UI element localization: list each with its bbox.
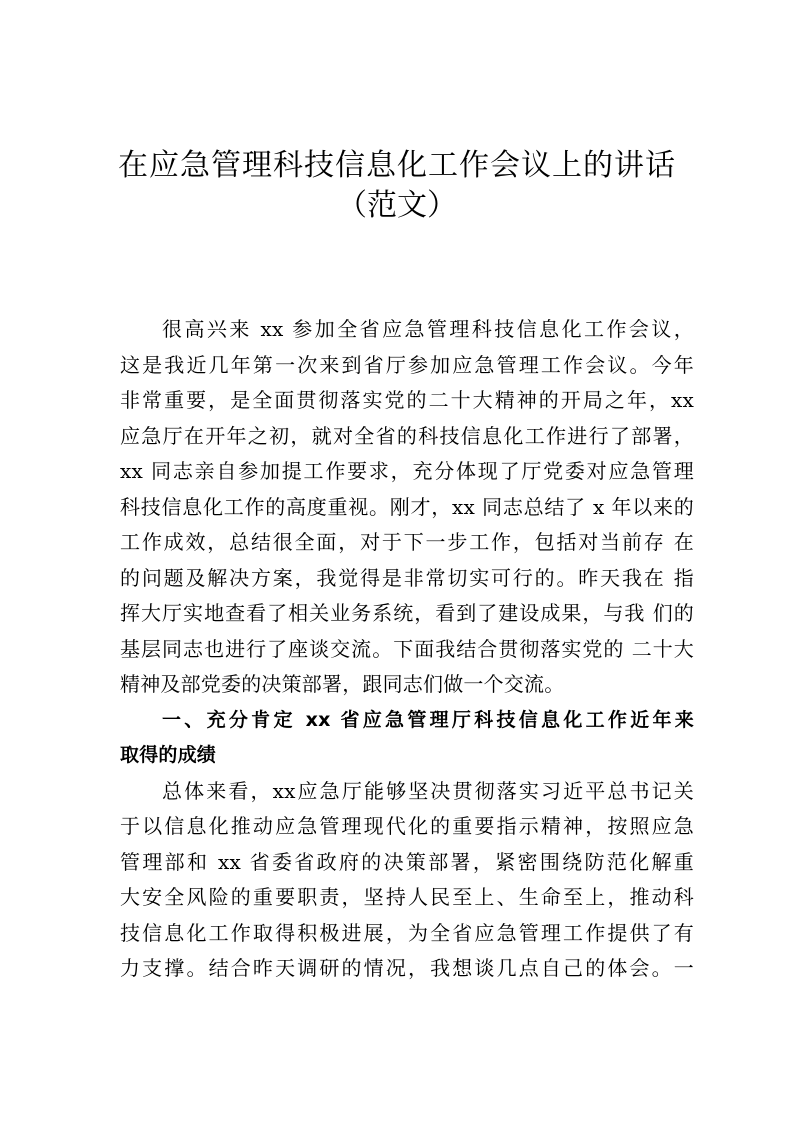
text-line: 精神及部党委的决策部署，跟同志们做一个交流。 <box>120 672 565 696</box>
text-line: 挥大厅实地查看了相关业务系统，看到了建设成果，与我 们的 <box>120 601 694 625</box>
text-line: 很高兴来 xx 参加全省应急管理科技信息化工作会议， <box>162 317 694 341</box>
heading-line: 取得的成绩 <box>120 744 217 766</box>
text-line: 科技信息化工作的高度重视。刚才，xx 同志总结了 x 年以来的 <box>120 494 694 519</box>
text-line: 大安全风险的重要职责，坚持人民至上、生命至上，推动科 <box>120 885 694 909</box>
text-line: 于以信息化推动应急管理现代化的重要指示精神，按照应急 <box>120 814 694 838</box>
text-line: 非常重要，是全面贯彻落实党的二十大精神的开局之年，xx <box>120 388 694 412</box>
paragraph-achievements <box>120 774 694 987</box>
text-line: 力支撑。结合昨天调研的情况，我想谈几点自己的体会。一 <box>120 956 694 980</box>
text-line: 基层同志也进行了座谈交流。下面我结合贯彻落实党的 二十大 <box>120 636 694 661</box>
text-line: 总体来看，xx应急厅能够坚决贯彻落实习近平总书记关 <box>162 778 694 803</box>
section-heading-1 <box>120 703 694 774</box>
text-line: 技信息化工作取得积极进展，为全省应急管理工作提供了有 <box>120 920 694 945</box>
text-line: xx 同志亲自参加提工作要求，充分体现了厅党委对应急管理 <box>120 459 694 483</box>
document-title: 在应急管理科技信息化工作会议上的讲话 <box>118 148 676 183</box>
text-line: 的问题及解决方案，我觉得是非常切实可行的。昨天我在 指 <box>120 565 694 590</box>
text-line: 工作成效，总结很全面，对于下一步工作，包括对当前存 在 <box>120 530 694 554</box>
document-body <box>120 312 694 987</box>
paragraph-intro <box>120 312 694 703</box>
text-line: 管理部和 xx 省委省政府的决策部署，紧密围绕防范化解重 <box>120 849 694 874</box>
text-line: 应急厅在开年之初，就对全省的科技信息化工作进行了部署， <box>120 423 694 448</box>
document-subtitle: （范文） <box>337 188 457 223</box>
heading-line: 一、充分肯定 xx 省应急管理厅科技信息化工作近年来 <box>162 708 694 731</box>
text-line: 这是我近几年第一次来到省厅参加应急管理工作会议。今年 <box>120 352 694 377</box>
